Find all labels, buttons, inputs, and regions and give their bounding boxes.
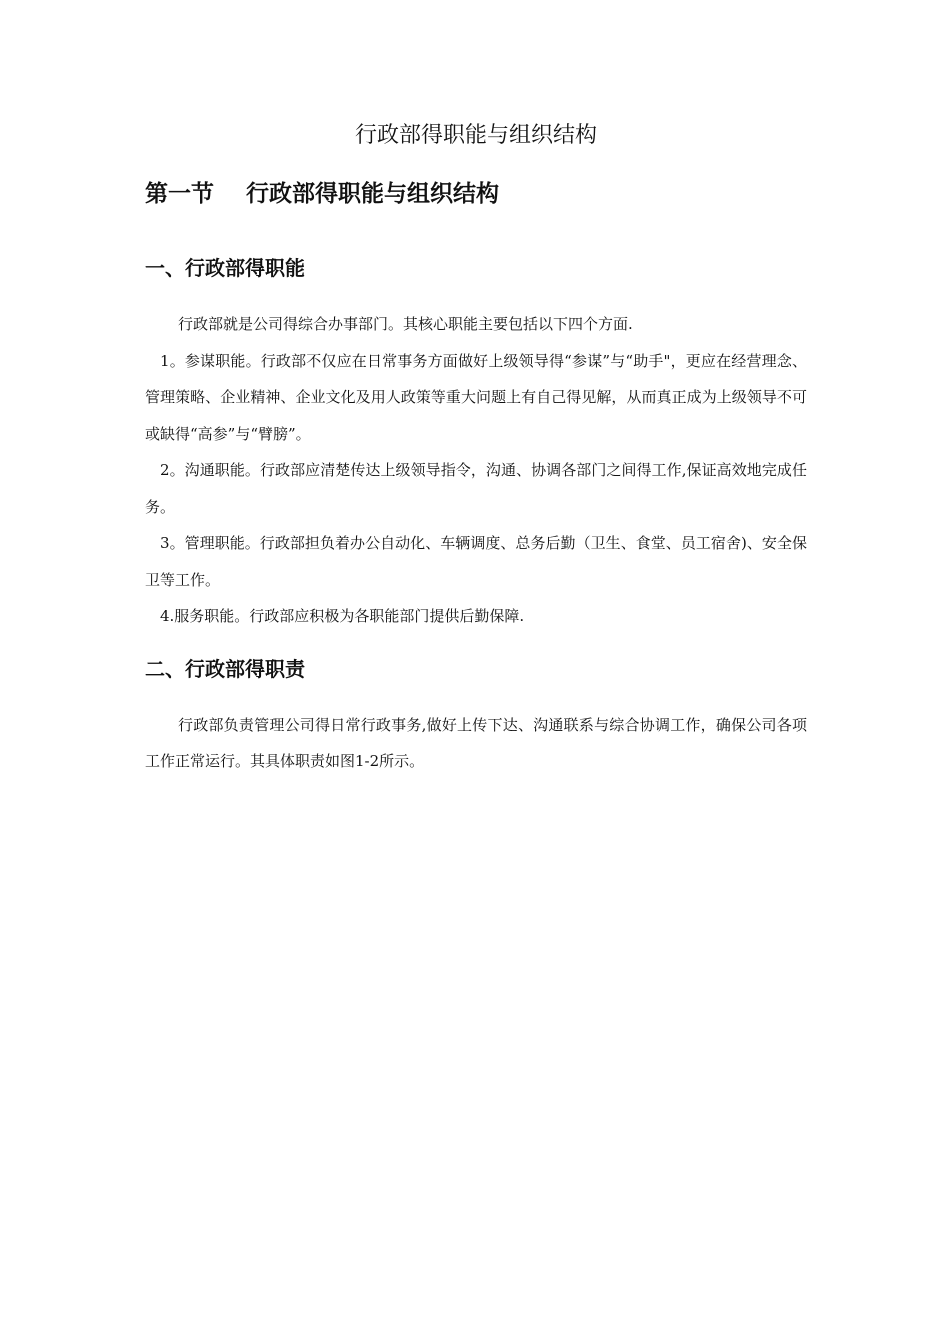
document-body [145,118,807,780]
part1-intro: 行政部就是公司得综合办事部门。其核心职能主要包括以下四个方面. [178,315,633,333]
part2-heading: 二、行政部得职责 [145,656,305,681]
function-item-2: 2。沟通职能。行政部应清楚传达上级领导指令，沟通、协调各部门之间得工作,保证高效地完成任务。 [145,461,807,516]
function-item-3: 3。管理职能。行政部担负着办公自动化、车辆调度、总务后勤（卫生、食堂、员工宿舍)、安全保卫等工作。 [145,534,807,589]
section-title: 行政部得职能与组织结构 [246,181,499,207]
section-number: 第一节 [145,181,214,207]
function-item-4: 4.服务职能。行政部应积极为各职能部门提供后勤保障. [160,607,525,625]
section-heading [145,176,807,212]
part2-body: 行政部负责管理公司得日常行政事务,做好上传下达、沟通联系与综合协调工作，确保公司各项工作正常运行。其具体职责如图1-2所示。 [145,715,807,770]
document-title: 行政部得职能与组织结构 [354,123,597,148]
function-item-1: 1。参谋职能。行政部不仅应在日常事务方面做好上级领导得“参谋”与“助手"，更应在经营理念、管理策略、企业精神、企业文化及用人政策等重大问题上有自己得见解，从而真正成为上级领导不可或缺得“高参”与“臂膀”。 [145,351,807,443]
part1-heading: 一、行政部得职能 [145,256,305,280]
